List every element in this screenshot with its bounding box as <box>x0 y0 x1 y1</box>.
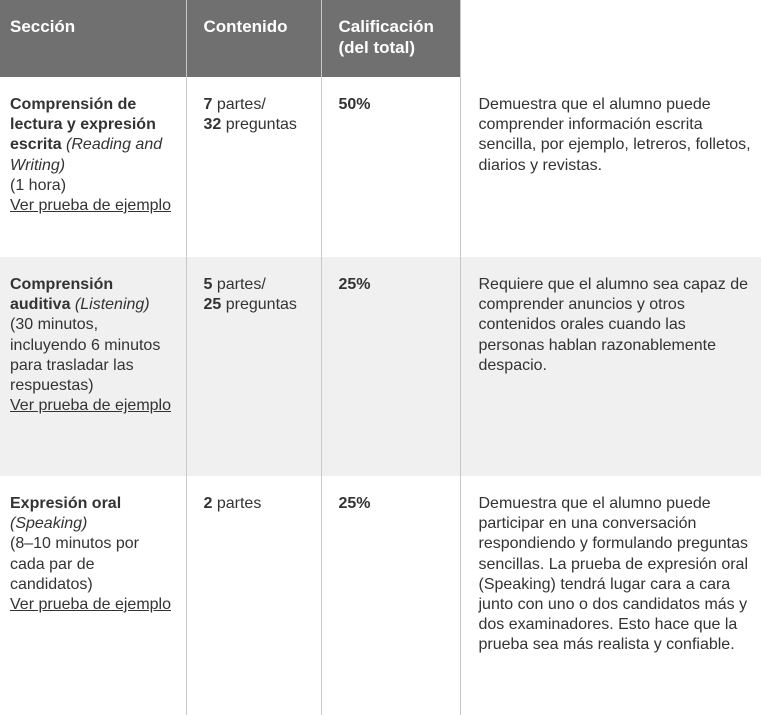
description-cell: Requiere que el alumno sea capaz de comprender anuncios y otros contenidos orales cuando las personas hablan razonablemente despacio. <box>460 257 761 476</box>
section-duration: (30 minutos, incluyendo 6 minutos para trasladar las respuestas) <box>10 316 161 395</box>
section-duration: (8–10 minutos por cada par de candidatos) <box>10 535 139 593</box>
sample-test-link[interactable]: Ver prueba de ejemplo <box>10 197 171 215</box>
section-english-name: (Reading and Writing) <box>10 136 163 174</box>
header-description <box>460 0 761 77</box>
section-cell <box>0 476 186 715</box>
section-english-name: (Listening) <box>74 296 150 314</box>
content-cell: 2 partes <box>186 476 321 715</box>
content-cell: 5 partes/ 25 preguntas <box>186 257 321 476</box>
section-cell <box>0 77 186 257</box>
table-row <box>0 476 761 715</box>
content-cell: 7 partes/ 32 preguntas <box>186 77 321 257</box>
header-section: Sección <box>0 0 186 77</box>
section-duration: (1 hora) <box>10 176 67 194</box>
section-cell <box>0 257 186 476</box>
grade-cell: 50% <box>321 77 460 257</box>
grade-cell: 25% <box>321 257 460 476</box>
description-cell: Demuestra que el alumno puede participar en una conversación respondiendo y formulando preguntas sencillas. La prueba de expresión oral (Speaking) tendrá lugar cara a cara junto con uno o dos candidatos más y dos examinadores. Esto hace que la prueba sea más realista y confiable. <box>460 476 761 715</box>
description-cell: Demuestra que el alumno puede comprender información escrita sencilla, por ejemplo, letreros, folletos, diarios y revistas. <box>460 77 761 257</box>
grade-cell: 25% <box>321 476 460 715</box>
sample-test-link[interactable]: Ver prueba de ejemplo <box>10 596 171 614</box>
section-title: Comprensión auditiva <box>10 276 114 314</box>
sample-test-link[interactable]: Ver prueba de ejemplo <box>10 397 171 415</box>
header-content: Contenido <box>186 0 321 77</box>
table-header-row <box>0 0 761 77</box>
section-title: Comprensión de lectura y expresión escrita <box>10 96 156 154</box>
section-english-name: (Speaking) <box>10 515 88 533</box>
header-grade: Calificación (del total) <box>321 0 460 77</box>
table-row <box>0 77 761 257</box>
table-row <box>0 257 761 476</box>
section-title: Expresión oral <box>10 495 122 512</box>
